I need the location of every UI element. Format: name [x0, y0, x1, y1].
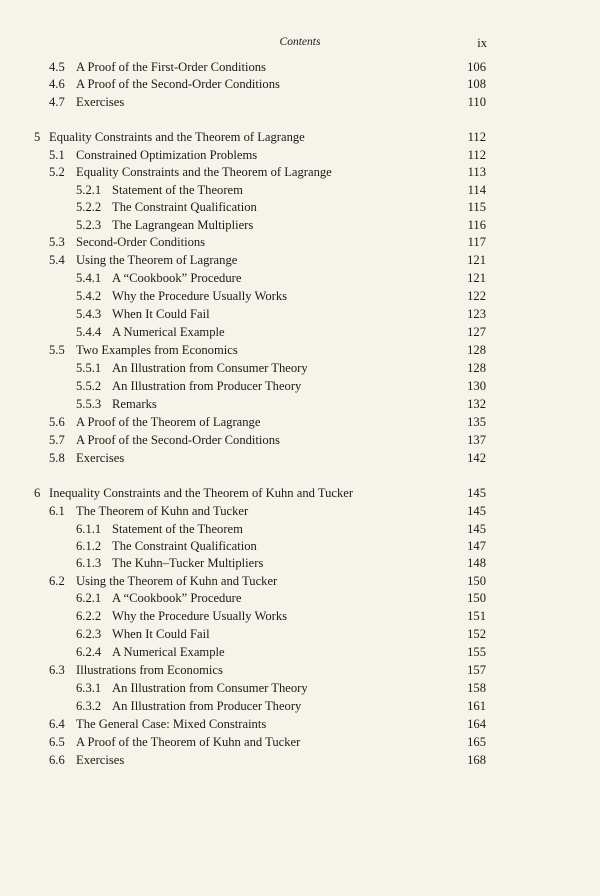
- toc-section: [0, 502, 600, 520]
- toc-title: An Illustration from Consumer Theory: [112, 361, 308, 375]
- toc-subsection: [0, 323, 600, 341]
- toc-subsection: [0, 181, 600, 199]
- toc-page-number: 135: [467, 415, 486, 429]
- toc-page-number: 157: [467, 663, 486, 677]
- toc-title: Two Examples from Economics: [76, 343, 238, 357]
- toc-section: [0, 146, 600, 164]
- toc-number: 5: [34, 130, 41, 144]
- toc-title: Using the Theorem of Lagrange: [76, 253, 238, 267]
- toc-number: 5.2: [49, 165, 65, 179]
- toc-number: 5.1: [49, 148, 65, 162]
- toc-subsection: [0, 607, 600, 625]
- toc-number: 6.2.3: [76, 627, 102, 641]
- toc-chapter: [0, 484, 600, 502]
- toc-title: An Illustration from Consumer Theory: [112, 681, 308, 695]
- toc-page-number: 112: [467, 130, 486, 144]
- toc-number: 6.6: [49, 753, 65, 767]
- toc-number: 6.1: [49, 504, 65, 518]
- toc-subsection: [0, 643, 600, 661]
- toc-page-number: 121: [467, 253, 486, 267]
- toc-page-number: 113: [467, 165, 486, 179]
- toc-section: [0, 413, 600, 431]
- toc-subsection: [0, 269, 600, 287]
- toc-section: [0, 341, 600, 359]
- toc-title: Why the Procedure Usually Works: [112, 609, 288, 623]
- toc-section: [0, 431, 600, 449]
- toc-chapter: [0, 128, 600, 146]
- toc-page-number: 145: [467, 504, 486, 518]
- toc-title: A “Cookbook” Procedure: [112, 591, 242, 605]
- toc-title: Illustrations from Economics: [76, 663, 223, 677]
- toc-title: An Illustration from Producer Theory: [112, 379, 302, 393]
- toc-number: 5.2.1: [76, 183, 102, 197]
- toc-subsection: [0, 359, 600, 377]
- toc-section: [0, 661, 600, 679]
- toc-section: [0, 251, 600, 269]
- toc-page-number: 148: [467, 556, 486, 570]
- toc-page-number: 114: [467, 183, 486, 197]
- toc-page-number: 115: [467, 200, 486, 214]
- toc-page-number: 150: [467, 574, 486, 588]
- running-head: Contents: [279, 36, 321, 48]
- toc-title: A Proof of the Theorem of Lagrange: [76, 415, 261, 429]
- toc-title: The General Case: Mixed Constraints: [76, 717, 267, 731]
- toc-subsection: [0, 697, 600, 715]
- toc-subsection: [0, 625, 600, 643]
- toc-number: 4.7: [49, 95, 65, 109]
- toc-number: 5.8: [49, 451, 65, 465]
- toc-title: An Illustration from Producer Theory: [112, 699, 302, 713]
- toc-number: 5.5.3: [76, 397, 102, 411]
- toc-title: Remarks: [112, 397, 157, 411]
- toc-section: [0, 58, 600, 76]
- toc-title: A Proof of the Second-Order Conditions: [76, 433, 280, 447]
- toc-page-number: 145: [467, 522, 486, 536]
- toc-number: 5.4: [49, 253, 65, 267]
- toc-number: 5.4.1: [76, 271, 102, 285]
- toc-number: 6.1.3: [76, 556, 102, 570]
- toc-page-number: 128: [467, 343, 486, 357]
- toc-subsection: [0, 589, 600, 607]
- toc-title: The Kuhn–Tucker Multipliers: [112, 556, 264, 570]
- toc-section: [0, 163, 600, 181]
- toc-number: 5.7: [49, 433, 65, 447]
- toc-section: [0, 572, 600, 590]
- toc-section: [0, 449, 600, 467]
- toc-page-number: 164: [467, 717, 486, 731]
- toc-title: The Constraint Qualification: [112, 200, 257, 214]
- toc-number: 6.4: [49, 717, 65, 731]
- toc-title: The Constraint Qualification: [112, 539, 257, 553]
- toc-title: Inequality Constraints and the Theorem of Kuhn and Tucker: [49, 486, 354, 500]
- toc-page-number: 122: [467, 289, 486, 303]
- toc-section: [0, 75, 600, 93]
- toc-page-number: 117: [467, 235, 486, 249]
- toc-number: 4.5: [49, 60, 65, 74]
- toc-section: [0, 233, 600, 251]
- toc-title: A Numerical Example: [112, 645, 225, 659]
- toc-subsection: [0, 395, 600, 413]
- toc-subsection: [0, 377, 600, 395]
- toc-page-number: 121: [467, 271, 486, 285]
- toc-page-number: 116: [467, 218, 486, 232]
- toc-title: Equality Constraints and the Theorem of Lagrange: [76, 165, 332, 179]
- toc-number: 6.3.2: [76, 699, 102, 713]
- toc-number: 5.4.3: [76, 307, 102, 321]
- toc-page-number: 110: [467, 95, 486, 109]
- toc-page-number: 128: [467, 361, 486, 375]
- toc-page-number: 112: [467, 148, 486, 162]
- toc-number: 6.2.2: [76, 609, 102, 623]
- toc-title: A Proof of the First-Order Conditions: [76, 60, 266, 74]
- toc-subsection: [0, 216, 600, 234]
- toc-page-number: 130: [467, 379, 486, 393]
- toc-title: Statement of the Theorem: [112, 522, 243, 536]
- toc-subsection: [0, 520, 600, 538]
- toc-page-number: 161: [467, 699, 486, 713]
- toc-subsection: [0, 679, 600, 697]
- toc-number: 5.6: [49, 415, 65, 429]
- toc-page-number: 108: [467, 77, 486, 91]
- toc-number: 6.1.1: [76, 522, 102, 536]
- toc-subsection: [0, 305, 600, 323]
- toc-title: Using the Theorem of Kuhn and Tucker: [76, 574, 278, 588]
- toc-page-number: 147: [467, 539, 486, 553]
- toc-number: 6.3: [49, 663, 65, 677]
- toc-subsection: [0, 554, 600, 572]
- toc-number: 5.2.3: [76, 218, 102, 232]
- toc-page-number: 158: [467, 681, 486, 695]
- toc-page-number: 168: [467, 753, 486, 767]
- toc-number: 6.3.1: [76, 681, 102, 695]
- toc-number: 6.5: [49, 735, 65, 749]
- toc-title: A “Cookbook” Procedure: [112, 271, 242, 285]
- toc-page-number: 151: [467, 609, 486, 623]
- toc-page-number: 165: [467, 735, 486, 749]
- page-number: ix: [477, 36, 487, 50]
- toc-page-number: 132: [467, 397, 486, 411]
- toc-page-number: 145: [467, 486, 486, 500]
- toc-title: Equality Constraints and the Theorem of Lagrange: [49, 130, 305, 144]
- toc-title: When It Could Fail: [112, 627, 210, 641]
- toc-title: Exercises: [76, 753, 125, 767]
- toc-number: 4.6: [49, 77, 65, 91]
- toc-subsection: [0, 198, 600, 216]
- toc-title: Constrained Optimization Problems: [76, 148, 258, 162]
- toc-section: [0, 751, 600, 769]
- toc-number: 6.2: [49, 574, 65, 588]
- toc-subsection: [0, 537, 600, 555]
- toc-title: A Proof of the Second-Order Conditions: [76, 77, 280, 91]
- toc-title: Exercises: [76, 451, 125, 465]
- toc-number: 5.3: [49, 235, 65, 249]
- toc-page-number: 137: [467, 433, 486, 447]
- toc-number: 5.5: [49, 343, 65, 357]
- toc-number: 6: [34, 486, 41, 500]
- toc-number: 6.1.2: [76, 539, 102, 553]
- toc-number: 6.2.1: [76, 591, 102, 605]
- toc-title: Statement of the Theorem: [112, 183, 243, 197]
- toc-title: Why the Procedure Usually Works: [112, 289, 288, 303]
- toc-title: When It Could Fail: [112, 307, 210, 321]
- toc-section: [0, 93, 600, 111]
- toc-number: 6.2.4: [76, 645, 102, 659]
- toc-title: A Proof of the Theorem of Kuhn and Tucker: [76, 735, 301, 749]
- toc-title: Exercises: [76, 95, 125, 109]
- toc-number: 5.4.4: [76, 325, 102, 339]
- toc-number: 5.4.2: [76, 289, 102, 303]
- toc-section: [0, 715, 600, 733]
- toc-section: [0, 733, 600, 751]
- toc-title: Second-Order Conditions: [76, 235, 206, 249]
- toc-page-number: 106: [467, 60, 486, 74]
- toc-number: 5.2.2: [76, 200, 102, 214]
- toc-page-number: 150: [467, 591, 486, 605]
- toc-number: 5.5.1: [76, 361, 102, 375]
- toc-title: A Numerical Example: [112, 325, 225, 339]
- toc-title: The Lagrangean Multipliers: [112, 218, 254, 232]
- toc-subsection: [0, 287, 600, 305]
- toc-page-number: 152: [467, 627, 486, 641]
- toc-title: The Theorem of Kuhn and Tucker: [76, 504, 249, 518]
- toc-page-number: 142: [467, 451, 486, 465]
- toc-page-number: 127: [467, 325, 486, 339]
- toc-number: 5.5.2: [76, 379, 102, 393]
- toc-page-number: 155: [467, 645, 486, 659]
- toc-page-number: 123: [467, 307, 486, 321]
